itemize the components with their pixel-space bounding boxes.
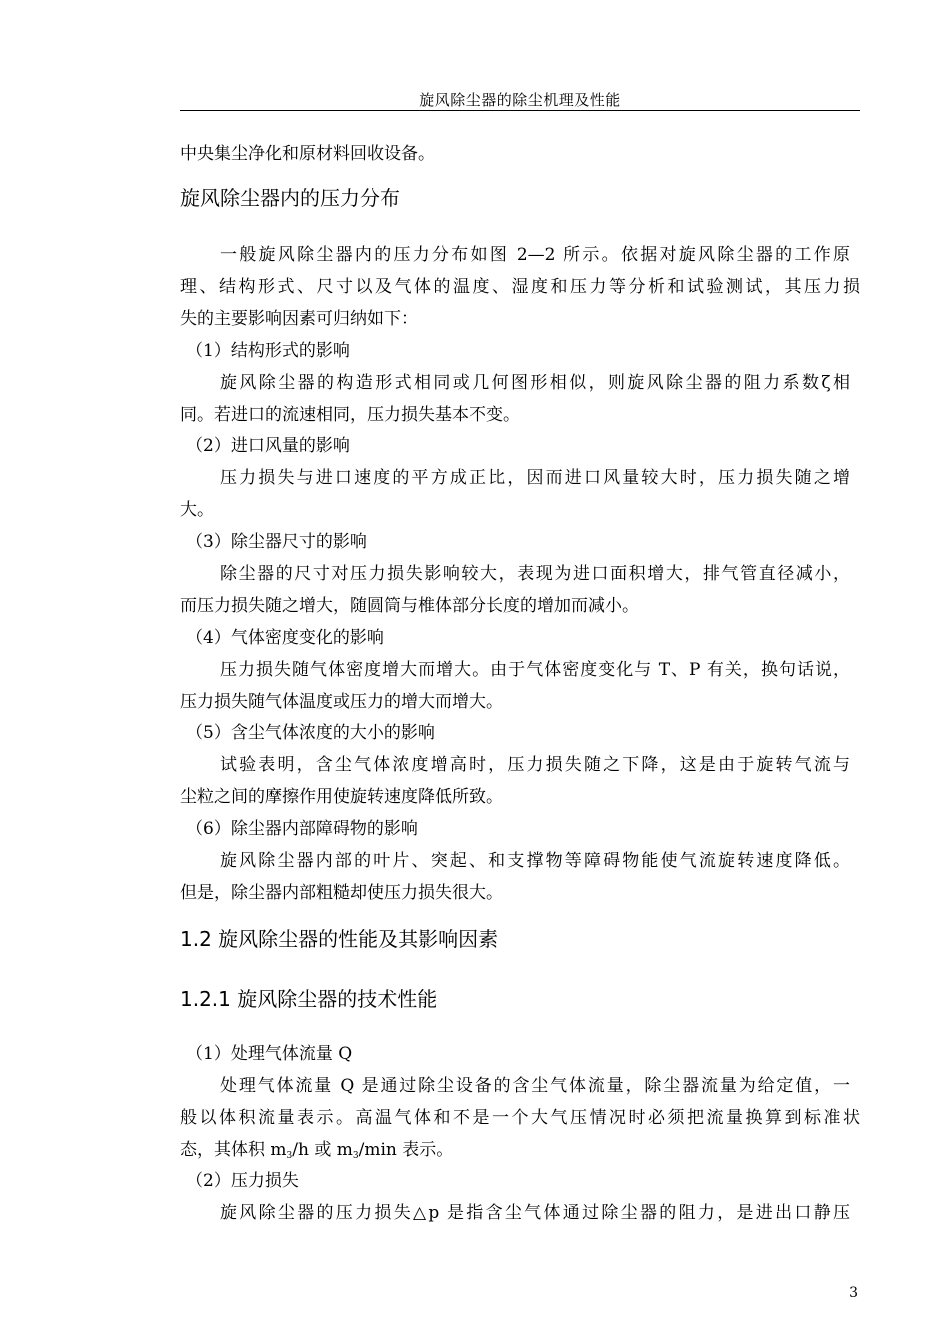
body-text-line: 试验表明，含尘气体浓度增高时，压力损失随之下降，这是由于旋转气流与 xyxy=(220,755,850,775)
text-span: /h 或 m xyxy=(292,1140,353,1160)
section-heading-1-2-1: 1.2.1 旋风除尘器的技术性能 xyxy=(180,987,438,1011)
text-span: /min 表示。 xyxy=(358,1140,454,1160)
subsection-label: （1）结构形式的影响 xyxy=(186,341,350,361)
body-text-line: 处理气体流量 Q 是通过除尘设备的含尘气体流量，除尘器流量为给定值，一 xyxy=(220,1076,850,1096)
body-text-line: 而压力损失随之增大，随圆筒与椎体部分长度的增加而减小。 xyxy=(180,596,639,616)
superscript: 3 xyxy=(352,1151,359,1161)
header-rule xyxy=(180,110,860,111)
body-text-line xyxy=(180,1138,860,1165)
subsection-label: （2）压力损失 xyxy=(186,1171,299,1191)
body-text-line: 失的主要影响因素可归纳如下： xyxy=(180,309,418,329)
subsection-label: （1）处理气体流量 Q xyxy=(186,1044,353,1064)
running-header: 旋风除尘器的除尘机理及性能 xyxy=(419,91,621,109)
subsection-label: （6）除尘器内部障碍物的影响 xyxy=(186,819,418,839)
body-text-line: 中央集尘净化和原材料回收设备。 xyxy=(180,144,435,164)
body-text-line: 旋风除尘器的构造形式相同或几何图形相似，则旋风除尘器的阻力系数ζ相 xyxy=(220,373,850,393)
body-text-line: 压力损失与进口速度的平方成正比，因而进口风量较大时，压力损失随之增 xyxy=(220,468,850,488)
body-text-line: 一般旋风除尘器内的压力分布如图 2—2 所示。依据对旋风除尘器的工作原 xyxy=(220,245,850,265)
section-heading-1-2: 1.2 旋风除尘器的性能及其影响因素 xyxy=(180,927,499,951)
body-text-line: 旋风除尘器的压力损失△p 是指含尘气体通过除尘器的阻力，是进出口静压 xyxy=(220,1203,850,1223)
body-text-line: 压力损失随气体温度或压力的增大而增大。 xyxy=(180,692,503,712)
subsection-label: （3）除尘器尺寸的影响 xyxy=(186,532,367,552)
body-text-line: 尘粒之间的摩擦作用使旋转速度降低所致。 xyxy=(180,787,503,807)
subsection-label: （4）气体密度变化的影响 xyxy=(186,628,384,648)
text-span: 态，其体积 m xyxy=(180,1140,287,1160)
body-text-line: 旋风除尘器内部的叶片、突起、和支撑物等障碍物能使气流旋转速度降低。 xyxy=(220,851,850,871)
body-text-line: 般以体积流量表示。高温气体和不是一个大气压情况时必须把流量换算到标准状 xyxy=(180,1108,860,1128)
body-text-line: 大。 xyxy=(180,500,214,520)
subsection-label: （2）进口风量的影响 xyxy=(186,436,350,456)
body-text-line: 理、结构形式、尺寸以及气体的温度、湿度和压力等分析和试验测试，其压力损 xyxy=(180,277,860,297)
page-number: 3 xyxy=(849,1285,858,1301)
body-text-line: 同。若进口的流速相同，压力损失基本不变。 xyxy=(180,405,520,425)
superscript: 3 xyxy=(286,1151,293,1161)
body-text-line: 但是，除尘器内部粗糙却使压力损失很大。 xyxy=(180,883,503,903)
section-heading-pressure-distribution: 旋风除尘器内的压力分布 xyxy=(180,186,400,210)
body-text-line: 压力损失随气体密度增大而增大。由于气体密度变化与 T、P 有关，换句话说， xyxy=(220,660,850,680)
body-text-line: 除尘器的尺寸对压力损失影响较大，表现为进口面积增大，排气管直径减小， xyxy=(220,564,850,584)
subsection-label: （5）含尘气体浓度的大小的影响 xyxy=(186,723,435,743)
